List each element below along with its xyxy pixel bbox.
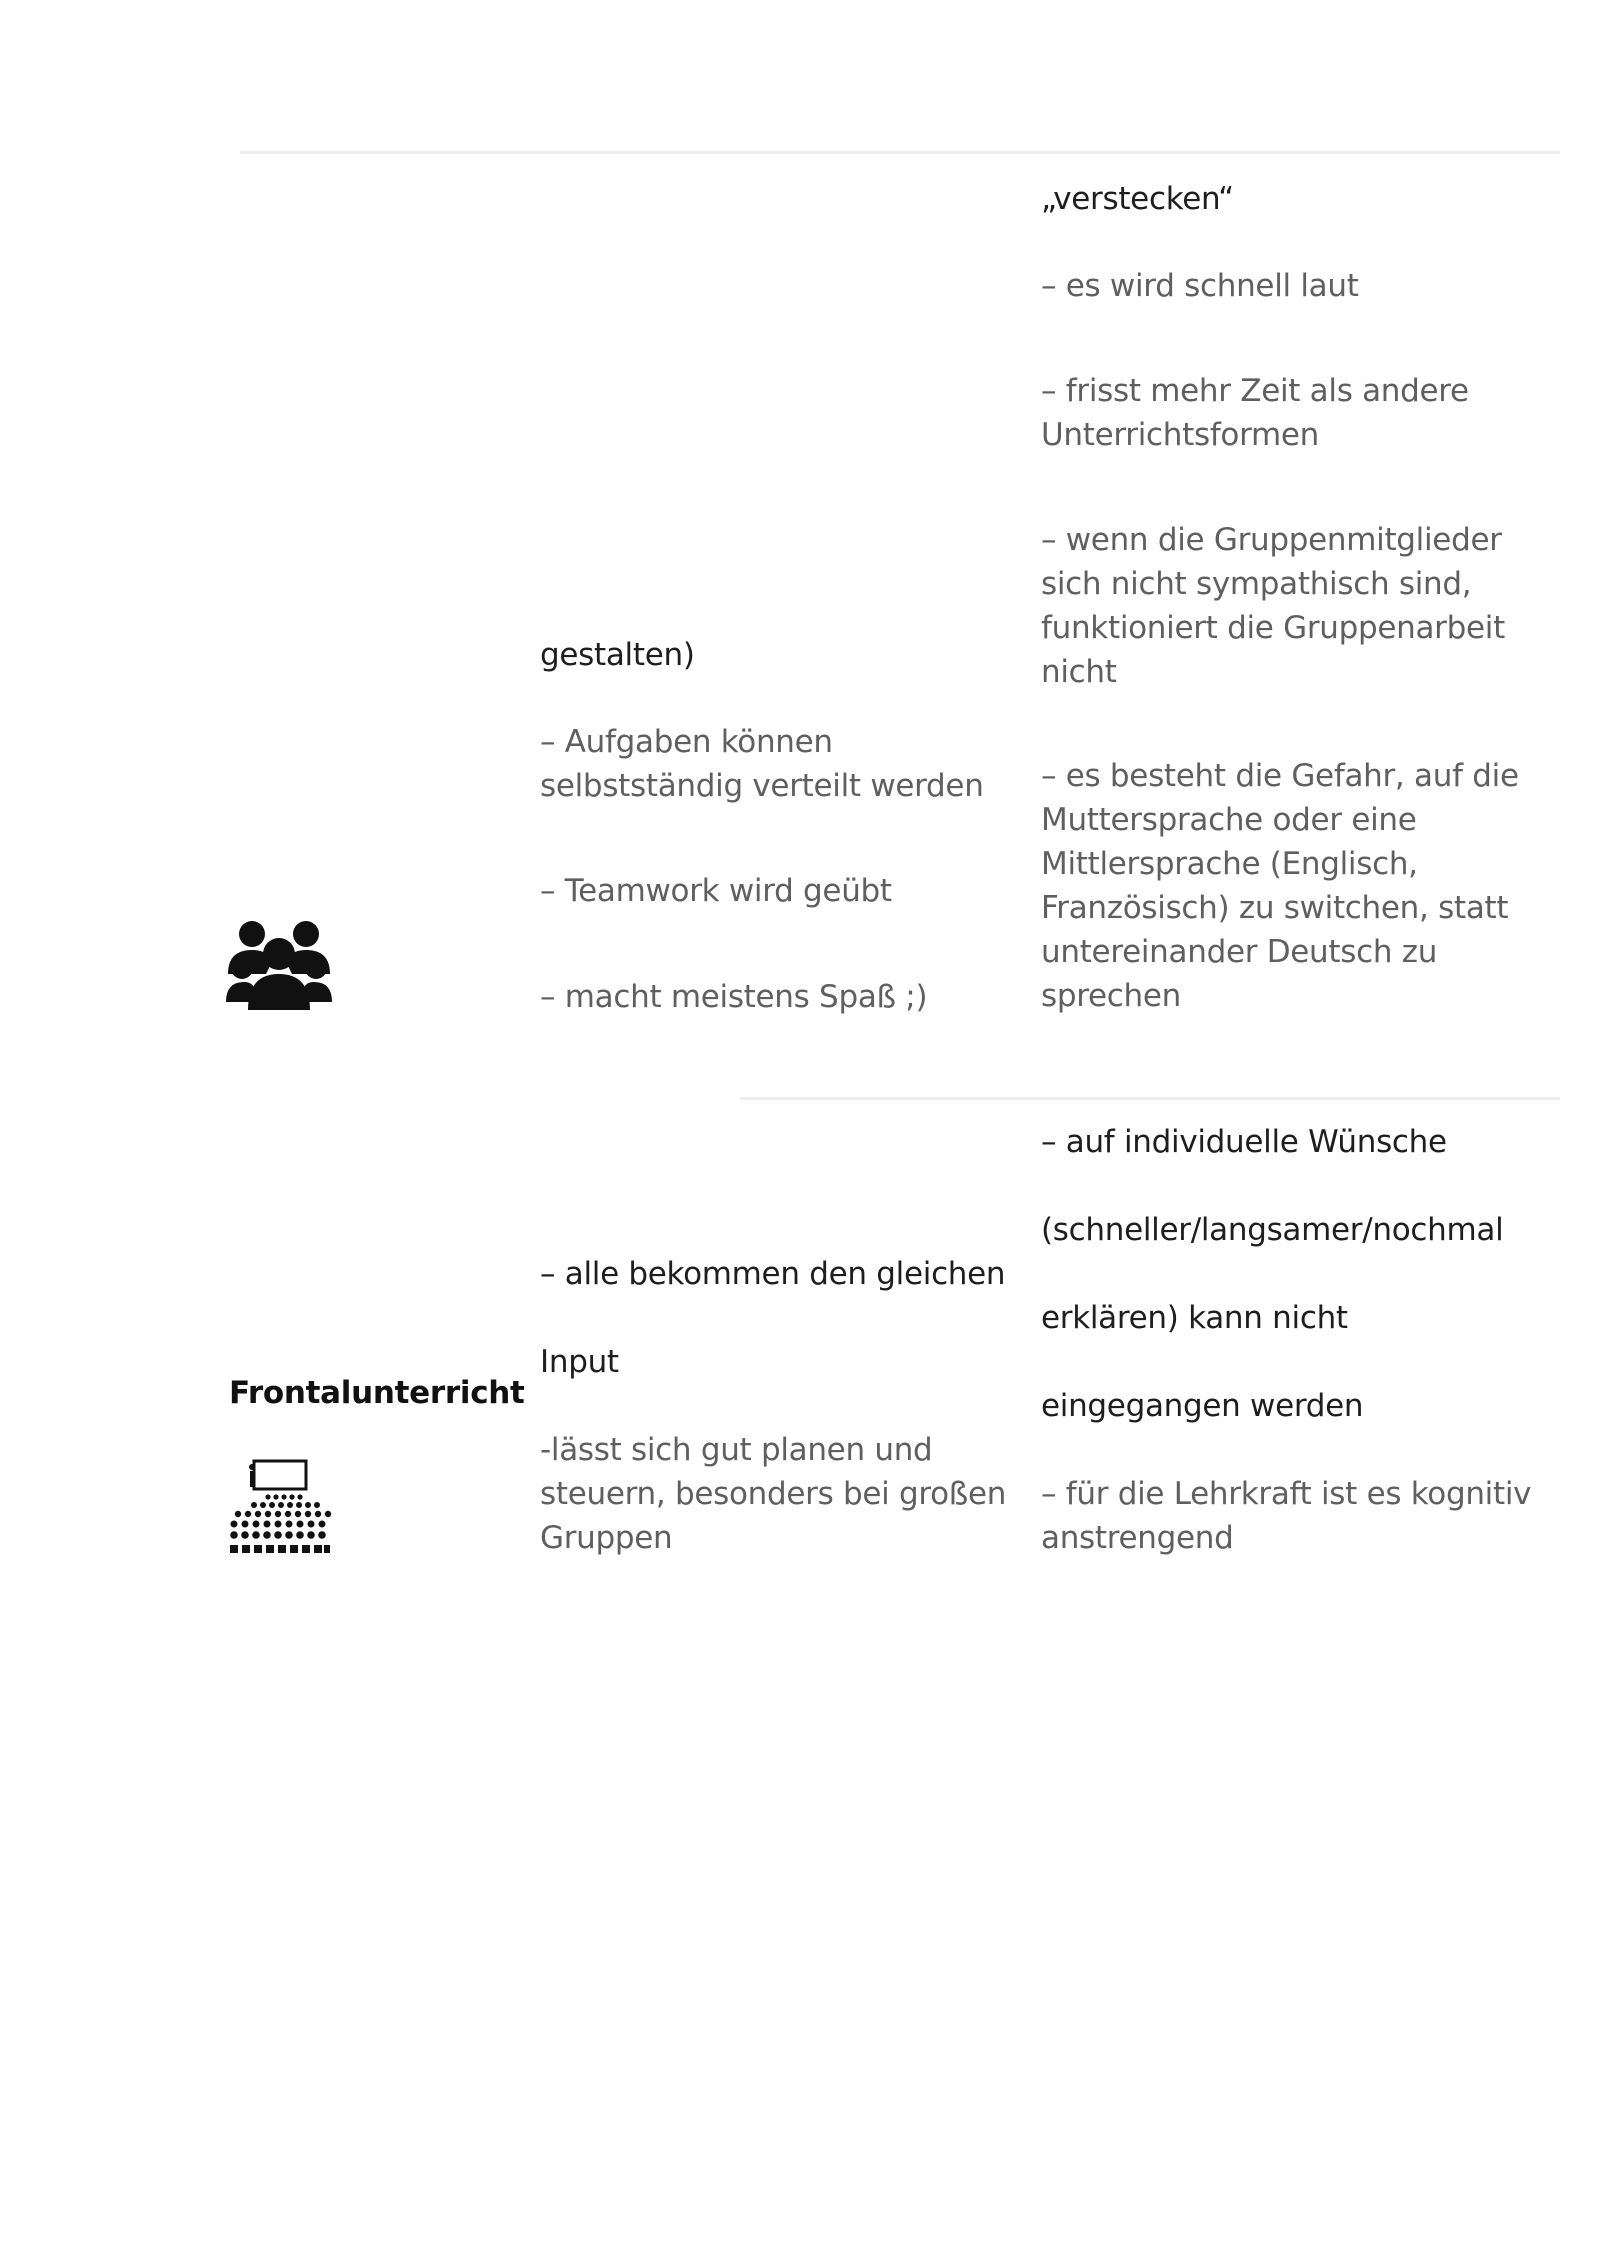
- pro-text-line: – Teamwork wird geübt: [540, 873, 892, 909]
- pro-text-line: selbstständig verteilt werden: [540, 768, 984, 804]
- con-text-line: Mittlersprache (Englisch,: [1041, 846, 1418, 882]
- con-text-line: – auf individuelle Wünsche: [1041, 1124, 1447, 1160]
- con-text-line: Unterrichtsformen: [1041, 417, 1320, 453]
- con-text-line: Muttersprache oder eine: [1041, 802, 1417, 838]
- pro-text-line: Input: [540, 1344, 619, 1380]
- pro-text-line: steuern, besonders bei großen: [540, 1476, 1007, 1512]
- con-text-line: „verstecken“: [1041, 181, 1234, 217]
- con-text-line: sich nicht sympathisch sind,: [1041, 566, 1472, 602]
- classroom-lecture-icon: [228, 1459, 332, 1555]
- pro-text-line: – alle bekommen den gleichen: [540, 1256, 1006, 1292]
- con-text-line: – frisst mehr Zeit als andere: [1041, 373, 1469, 409]
- row-divider-rule: [740, 1097, 1560, 1100]
- con-text-line: Französisch) zu switchen, statt: [1041, 890, 1509, 926]
- pro-text-line: – Aufgaben können: [540, 724, 833, 760]
- con-text-line: eingegangen werden: [1041, 1388, 1364, 1424]
- con-text-line: sprechen: [1041, 978, 1181, 1014]
- method-title: Frontalunterricht: [229, 1375, 525, 1411]
- con-text-line: – für die Lehrkraft ist es kognitiv: [1041, 1476, 1532, 1512]
- pro-text-line: -lässt sich gut planen und: [540, 1432, 933, 1468]
- con-text-line: – es besteht die Gefahr, auf die: [1041, 758, 1519, 794]
- con-text-line: erklären) kann nicht: [1041, 1300, 1348, 1336]
- pro-text-line: – macht meistens Spaß ;): [540, 979, 928, 1015]
- con-text-line: – es wird schnell laut: [1041, 268, 1359, 304]
- con-text-line: anstrengend: [1041, 1520, 1234, 1556]
- con-text-line: funktioniert die Gruppenarbeit: [1041, 610, 1505, 646]
- con-text-line: nicht: [1041, 654, 1117, 690]
- con-text-line: (schneller/langsamer/nochmal: [1041, 1212, 1504, 1248]
- con-text-line: – wenn die Gruppenmitglieder: [1041, 522, 1502, 558]
- pro-text-line: Gruppen: [540, 1520, 673, 1556]
- group-people-icon: [226, 918, 332, 1010]
- table-top-rule: [240, 151, 1560, 154]
- con-text-line: untereinander Deutsch zu: [1041, 934, 1438, 970]
- pro-text-line: gestalten): [540, 637, 695, 673]
